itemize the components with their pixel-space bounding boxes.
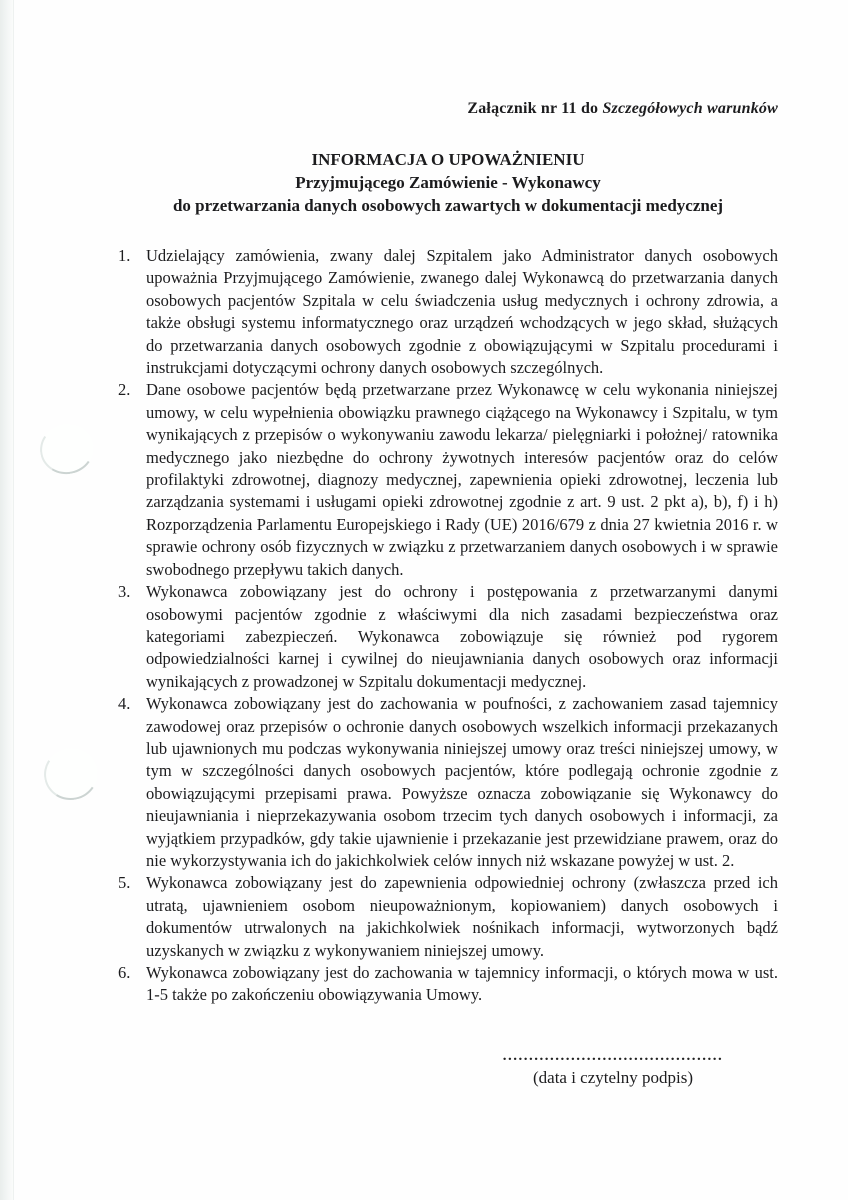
document-content	[118, 0, 778, 1007]
signature-caption: (data i czytelny podpis)	[532, 1068, 694, 1087]
list-item-number: 3.	[118, 582, 131, 602]
list-item-number: 4.	[118, 694, 131, 714]
signature-block	[478, 1048, 748, 1088]
list-item-number: 1.	[118, 246, 131, 265]
list-item-text: Wykonawca zobowiązany jest do zachowania w poufności, z zachowaniem zasad tajemnicy zawodowej oraz przepisów o ochronie danych osobowych wszelkich informacji przekazanych lub ujawnionych mu podczas wykonywania niniejszej umowy oraz treści niniejszej umowy, w tym w szczególności danych osobowych pacjentów, które podlegają ochronie zgodnie z obowiązującymi przepisami prawa. Powyższe oznacza zobowiązanie się Wykonawcy do nieujawniania i nieprzekazywania osobom trzecim tych danych osobowych i informacji, za wyjątkiem przypadków, gdy takie ujawnienie i przekazanie jest przewidziane prawem, oraz do nie wykorzystywania ich do jakichkolwiek celów innych niż wskazane powyżej w ust. 2.	[146, 694, 778, 870]
list-item	[118, 581, 778, 693]
list-item-number: 5.	[118, 873, 131, 893]
list-item-text: Dane osobowe pacjentów będą przetwarzane przez Wykonawcę w celu wykonania niniejszej umowy, w celu wypełnienia obowiązku prawnego ciążącego na Wykonawcy i Szpitalu, w tym wynikających z przepisów o wykonywaniu zawodu lekarza/ pielęgniarki i położnej/ ratownika medycznego jako niezbędne do ochrony żywotnych interesów pacjentów oraz do celów profilaktyki zdrowotnej, diagnozy medycznej, zapewnienia opieki zdrowotnej, leczenia lub zarządzania systemami i usługami opieki zdrowotnej zgodnie z art. 9 ust. 2 pkt a), b), f) i h) Rozporządzenia Parlamentu Europejskiego i Rady (UE) 2016/679 z dnia 27 kwietnia 2016 r. w sprawie ochrony osób fizycznych w związku z przetwarzaniem danych osobowych i w sprawie swobodnego przepływu takich danych.	[146, 380, 778, 579]
document-title-line2: Przyjmującego Zamówienie - Wykonawcy	[295, 173, 601, 192]
punch-hole-mark-bottom	[39, 743, 103, 805]
list-item	[118, 872, 778, 962]
document-title	[118, 148, 778, 217]
list-item-text: Wykonawca zobowiązany jest do zapewnienia odpowiedniej ochrony (zwłaszcza przed ich utratą, ujawnieniem osobom nieupoważnionym, kopiowaniem) danych osobowych i dokumentów utrwalonych na jakichkolwiek nośnikach informacji, wytworzonych bądź uzyskanych w związku z wykonywaniem niniejszej umowy.	[146, 873, 778, 960]
list-item-number: 2.	[118, 380, 131, 400]
list-item-text: Wykonawca zobowiązany jest do ochrony i postępowania z przetwarzanymi danymi osobowymi pacjentów zgodnie z właściwymi dla nich zasadami bezpieczeństwa oraz kategoriami zabezpieczeń. Wykonawca zobowiązuje się również pod rygorem odpowiedzialności karnej i cywilnej do nieujawniania danych osobowych oraz informacji wynikających z prowadzonej w Szpitalu dokumentacji medycznej.	[146, 582, 778, 691]
attachment-annotation-prefix: Załącznik nr 11 do	[467, 100, 603, 117]
document-title-line3: do przetwarzania danych osobowych zawartych w dokumentacji medycznej	[172, 196, 724, 215]
list-item	[118, 962, 778, 1007]
punch-hole-mark-top	[35, 419, 98, 479]
numbered-clause-list	[118, 245, 778, 1007]
list-item-text: Wykonawca zobowiązany jest do zachowania w tajemnicy informacji, o których mowa w ust. 1-5 także po zakończeniu obowiązywania Umowy.	[146, 963, 778, 1005]
scan-page-left-edge	[0, 0, 14, 1200]
attachment-annotation	[118, 100, 778, 118]
signature-dotted-line: ..........................................	[502, 1048, 724, 1064]
document-title-line1: INFORMACJA O UPOWAŻNIENIU	[311, 150, 585, 169]
list-item-number: 6.	[118, 963, 131, 982]
list-item	[118, 693, 778, 872]
list-item	[118, 245, 778, 379]
list-item	[118, 379, 778, 581]
list-item-text: Udzielający zamówienia, zwany dalej Szpitalem jako Administrator danych osobowych upoważnia Przyjmującego Zamówienie, zwanego dalej Wykonawcą do przetwarzania danych osobowych pacjentów Szpitala w celu świadczenia usług medycznych i ochrony zdrowia, a także obsługi systemu informatycznego oraz urządzeń wchodzących w jego skład, służących do przetwarzania danych osobowych zgodnie z obowiązującymi w Szpitalu procedurami i instrukcjami dotyczącymi ochrony danych osobowych szczególnych.	[146, 246, 778, 378]
attachment-annotation-source: Szczegółowych warunków	[602, 100, 778, 117]
